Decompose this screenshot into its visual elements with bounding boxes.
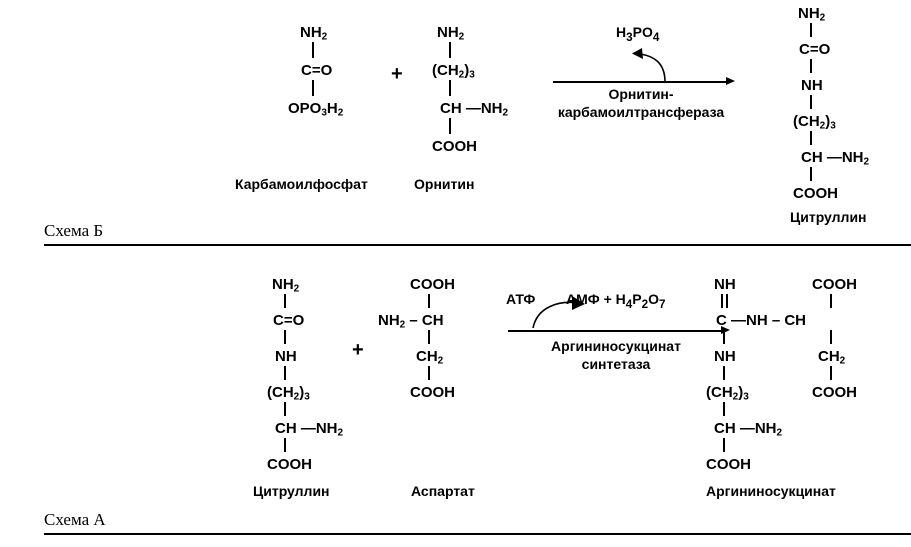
citrulline-a-ch2-3 xyxy=(267,385,310,403)
ch2-count-subscript: 3 xyxy=(830,120,836,132)
bond-vertical xyxy=(830,330,832,344)
cofactor-arrow-b xyxy=(620,44,680,84)
ch2-count-subscript: 3 xyxy=(304,391,310,403)
aspartate-cooh-bottom xyxy=(410,385,455,400)
bond-vertical xyxy=(428,330,430,344)
bond-vertical xyxy=(428,366,430,380)
arg-succ-nh-top xyxy=(714,277,736,292)
ch2-count-subscript: 3 xyxy=(743,391,749,403)
label-aspartate: Аспартат xyxy=(411,483,475,499)
bond-vertical-double-a xyxy=(721,294,723,308)
bond-vertical xyxy=(312,80,314,96)
bond-vertical xyxy=(810,23,812,37)
ch2-subscript: 2 xyxy=(819,120,826,132)
ch2-close-text: ) xyxy=(738,384,744,401)
ch2-open-text: (CH xyxy=(793,113,820,130)
amf-sub1: 4 xyxy=(625,297,633,311)
nh2-text: NH xyxy=(378,312,400,329)
bond-vertical xyxy=(810,95,812,109)
ch2-subscript: 2 xyxy=(293,391,300,403)
nh-text: NH xyxy=(714,276,736,293)
bond-vertical xyxy=(428,294,430,308)
nh-text: NH xyxy=(714,348,736,365)
enzyme-name-b-line1: Орнитин- xyxy=(608,86,674,102)
cofactor-amp-pyrophosphate xyxy=(566,291,665,311)
bond-vertical xyxy=(312,42,314,58)
amf-p-text: P xyxy=(632,291,642,307)
c-double-o-text: C=O xyxy=(799,41,831,58)
aspartate-cooh-top xyxy=(410,277,455,292)
amf-o-text: O xyxy=(648,291,659,307)
bond-vertical xyxy=(723,366,725,380)
ch2-count-subscript: 3 xyxy=(469,69,475,81)
scheme-a-divider xyxy=(44,533,911,535)
enzyme-name-a-line1: Аргининосукцинат xyxy=(551,338,681,354)
label-carbamoyl-phosphate: Карбамоилфосфат xyxy=(235,176,368,192)
opo-h-subscript: 2 xyxy=(337,107,344,119)
ch2-open-text: (CH xyxy=(267,384,294,401)
arg-succ-cooh-right xyxy=(812,385,857,400)
nh2-subscript: 2 xyxy=(458,31,465,43)
enzyme-name-b-line2: карбамоилтрансфераза xyxy=(557,104,725,120)
bond-vertical xyxy=(284,402,286,416)
dash-ch-text: – CH xyxy=(405,312,444,329)
citrulline-b-nh xyxy=(801,78,823,93)
nh-text: NH xyxy=(275,348,297,365)
cooh-text: COOH xyxy=(410,276,455,293)
cooh-text: COOH xyxy=(812,276,857,293)
bond-vertical xyxy=(449,42,451,58)
nh2-subscript: 2 xyxy=(321,31,328,43)
arg-succ-ch-nh2 xyxy=(714,421,782,439)
nh2-text: NH xyxy=(798,5,820,22)
bond-vertical xyxy=(284,366,286,380)
scheme-a-caption: Схема А xyxy=(44,510,106,529)
aspartate-nh2-ch xyxy=(378,313,444,331)
ch-nh2-text: CH —NH xyxy=(440,100,503,117)
bond-vertical xyxy=(449,118,451,134)
carbamoyl-phosphate-nh2 xyxy=(300,25,327,43)
aspartate-ch2 xyxy=(416,349,443,367)
ch2-close-text: ) xyxy=(299,384,305,401)
ch-nh2-subscript: 2 xyxy=(863,156,870,168)
ch2-subscript: 2 xyxy=(732,391,739,403)
plus-sign-a: + xyxy=(352,339,364,361)
h3po4-po: PO xyxy=(632,24,653,40)
cooh-text: COOH xyxy=(432,138,477,155)
citrulline-a-co xyxy=(273,313,304,328)
plus-sign-b: + xyxy=(391,63,403,85)
h3po4-sub1: 3 xyxy=(626,30,633,44)
cooh-text: COOH xyxy=(793,185,838,202)
bond-vertical-double-b xyxy=(726,294,728,308)
arg-succ-cooh-top-right xyxy=(812,277,857,292)
bond-vertical xyxy=(810,59,812,73)
citrulline-a-nh2 xyxy=(272,277,299,295)
arg-succ-ch2-right xyxy=(818,349,845,367)
ornithine-ch2-3 xyxy=(432,63,475,81)
cofactor-atp: АТФ xyxy=(506,291,536,307)
arg-succ-cooh-left xyxy=(706,457,751,472)
ch2-close-text: ) xyxy=(464,62,470,79)
bond-vertical xyxy=(723,438,725,452)
bond-vertical xyxy=(810,131,812,145)
ornithine-nh2 xyxy=(437,25,464,43)
nh2-text: NH xyxy=(300,24,322,41)
bond-vertical xyxy=(723,330,725,344)
scheme-b-divider xyxy=(44,244,911,246)
ch2-text: CH xyxy=(416,348,438,365)
ch2-close-text: ) xyxy=(825,113,831,130)
ch2-subscript: 2 xyxy=(458,69,465,81)
ch2-subscript: 2 xyxy=(437,355,444,367)
ch2-open-text: (CH xyxy=(706,384,733,401)
ornithine-cooh xyxy=(432,139,477,154)
c-double-o-text: C=O xyxy=(273,312,305,329)
citrulline-a-cooh xyxy=(267,457,312,472)
nh2-text: NH xyxy=(272,276,294,293)
ornithine-ch-nh2 xyxy=(440,101,508,119)
opo-subscript: 3 xyxy=(321,107,327,119)
citrulline-b-nh2 xyxy=(798,6,825,24)
h3po4-h: H xyxy=(616,24,627,40)
amf-sub3: 7 xyxy=(659,297,666,311)
bond-vertical xyxy=(449,80,451,96)
opo-h-text: H xyxy=(326,100,338,117)
bond-vertical xyxy=(284,438,286,452)
ch2-text: CH xyxy=(818,348,840,365)
ch-nh2-text: CH —NH xyxy=(801,149,864,166)
ch2-subscript: 2 xyxy=(839,355,846,367)
cooh-text: COOH xyxy=(267,456,312,473)
c-nh-ch-text: C —NH – CH xyxy=(716,312,807,329)
cofactor-h3po4 xyxy=(616,24,659,44)
bond-vertical xyxy=(830,294,832,308)
reaction-arrow-b-head xyxy=(726,77,735,85)
citrulline-a-nh xyxy=(275,349,297,364)
ch-nh2-text: CH —NH xyxy=(714,420,777,437)
nh2-subscript: 2 xyxy=(399,319,406,331)
bond-vertical xyxy=(284,294,286,308)
arg-succ-ch2-3 xyxy=(706,385,749,403)
cooh-text: COOH xyxy=(410,384,455,401)
amf-sub2: 2 xyxy=(641,297,649,311)
cooh-text: COOH xyxy=(706,456,751,473)
c-double-o-text: C=O xyxy=(301,62,333,79)
citrulline-b-ch-nh2 xyxy=(801,150,869,168)
ch-nh2-text: CH —NH xyxy=(275,420,338,437)
citrulline-b-ch2-3 xyxy=(793,114,836,132)
label-citrulline-a: Цитруллин xyxy=(253,483,330,499)
ch2-open-text: (CH xyxy=(432,62,459,79)
label-ornithine: Орнитин xyxy=(414,176,475,192)
carbamoyl-phosphate-opo3h2 xyxy=(288,101,343,119)
bond-vertical xyxy=(284,330,286,344)
opo-text: OPO xyxy=(288,100,322,117)
bond-vertical xyxy=(810,167,812,181)
nh2-subscript: 2 xyxy=(293,283,300,295)
carbamoyl-phosphate-co xyxy=(301,63,332,78)
nh-text: NH xyxy=(801,77,823,94)
citrulline-b-co xyxy=(799,42,830,57)
scheme-b-caption: Схема Б xyxy=(44,221,104,240)
enzyme-name-a-line2: синтетаза xyxy=(581,356,651,372)
bond-vertical xyxy=(830,366,832,380)
nh2-subscript: 2 xyxy=(819,12,826,24)
ch-nh2-subscript: 2 xyxy=(776,427,783,439)
ch-nh2-subscript: 2 xyxy=(337,427,344,439)
amf-text: АМФ + H xyxy=(566,291,626,307)
cooh-text: COOH xyxy=(812,384,857,401)
label-argininosuccinate: Аргининосукцинат xyxy=(706,483,836,499)
label-citrulline-b: Цитруллин xyxy=(790,209,867,225)
arg-succ-c-nh-ch xyxy=(716,313,806,328)
bond-vertical xyxy=(723,402,725,416)
h3po4-sub2: 4 xyxy=(652,30,660,44)
citrulline-a-ch-nh2 xyxy=(275,421,343,439)
nh2-text: NH xyxy=(437,24,459,41)
ch-nh2-subscript: 2 xyxy=(502,107,509,119)
citrulline-b-cooh xyxy=(793,186,838,201)
arg-succ-nh-mid xyxy=(714,349,736,364)
